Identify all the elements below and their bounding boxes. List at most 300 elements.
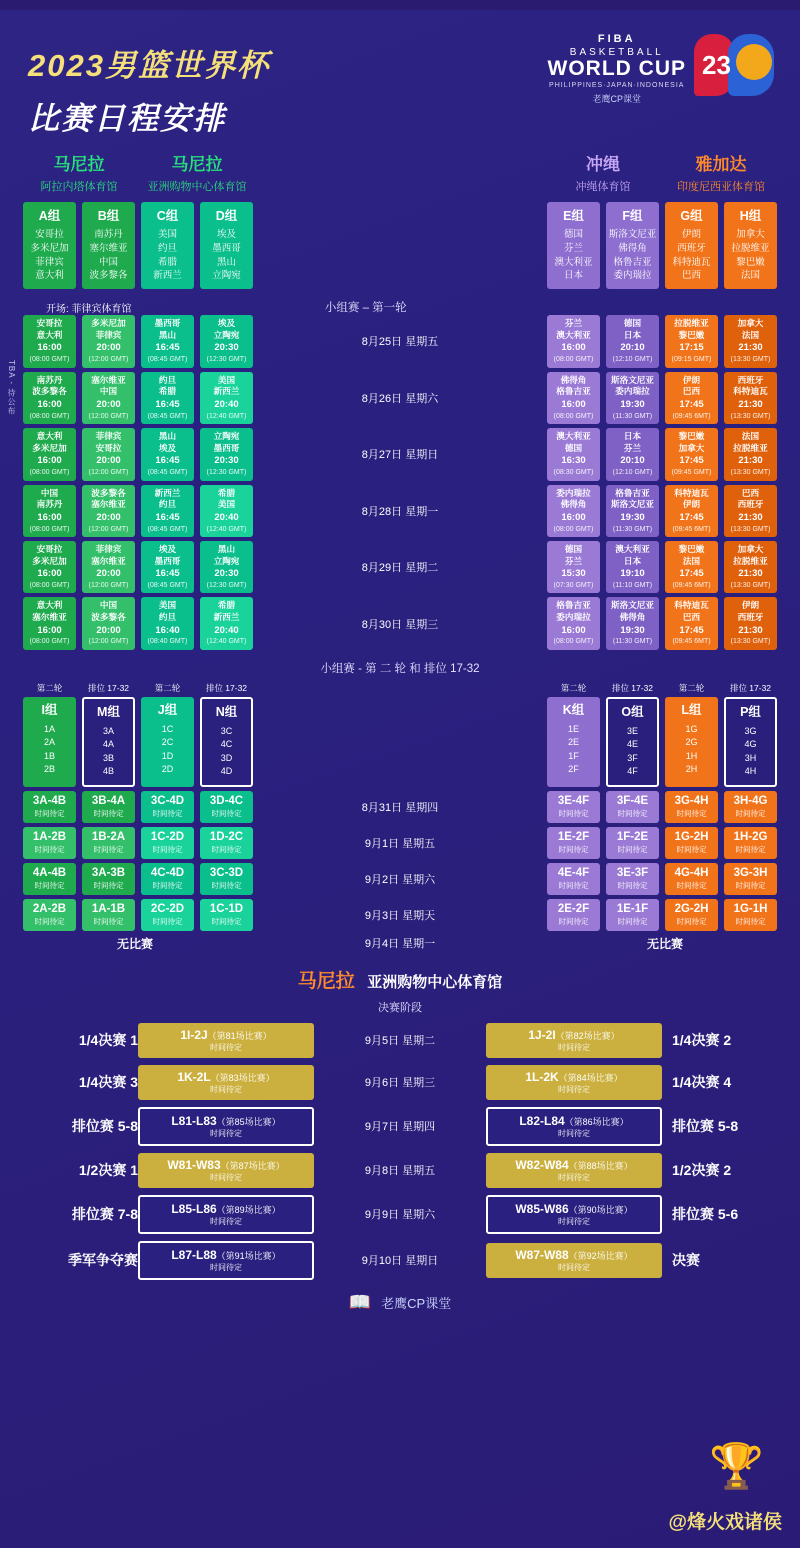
finals-row [0,1241,800,1280]
match-tbd: 时间待定 [93,808,124,818]
group-slot: 3B [102,752,114,763]
left-side [20,697,256,787]
match-cell[interactable] [23,315,76,367]
right-side [544,485,780,537]
round2-match-cell[interactable] [82,863,135,895]
finals-match-code: L81-L83 [171,1113,217,1128]
match-tbd: 时间待定 [558,844,589,854]
match-team: 巴西 [682,611,701,622]
match-gmt: (07:30 GMT) [553,581,594,589]
match-cell[interactable] [724,541,777,593]
match-cell[interactable] [547,541,600,593]
finals-match-code: L85-L86 [171,1201,217,1216]
match-team: 波多黎各 [91,611,126,622]
group-team: 科特迪瓦 [672,256,711,268]
match-cell[interactable] [82,428,135,480]
match-gmt: (08:45 GMT) [147,581,188,589]
match-cell[interactable] [200,428,253,480]
match-cell[interactable] [82,315,135,367]
match-cell[interactable] [665,541,718,593]
title-block [28,28,270,138]
match-gmt: (08:45 GMT) [147,525,188,533]
match-team: 新西兰 [213,386,240,397]
match-time: 20:30 [214,568,239,580]
match-cell[interactable] [724,315,777,367]
finals-match-note: （第88场比赛） [568,1160,633,1171]
match-team: 墨西哥 [154,555,181,566]
match-time: 16:00 [37,455,62,467]
match-team: 黎巴嫩 [678,543,705,554]
group-name: L组 [681,702,702,717]
match-gmt: (11:30 GMT) [612,525,653,533]
round2-col-header: 排位 17-32 [205,682,248,693]
logo-number: 23 [702,50,731,80]
group-team: 西班牙 [677,242,706,254]
finals-row [0,1107,800,1146]
round2-match-cell[interactable] [82,899,135,931]
match-team: 黎巴嫩 [678,329,705,340]
match-tbd: 时间待定 [34,844,65,854]
round2-match-cell[interactable] [724,863,777,895]
group-box-F组 [606,202,659,289]
match-cell[interactable] [141,428,194,480]
match-cell[interactable] [724,428,777,480]
match-code: 1C-2D [150,830,185,843]
match-gmt: (13:30 GMT) [730,412,771,420]
match-date: 8月28日 星期一 [361,505,439,518]
match-cell[interactable] [665,372,718,424]
round2-match-cell[interactable] [665,827,718,859]
round2-match-cell[interactable] [606,899,659,931]
match-time: 16:00 [37,511,62,523]
match-time: 19:10 [620,568,645,580]
match-row [20,372,780,424]
round2-match-cell[interactable] [665,899,718,931]
group-boxes-row [0,194,800,289]
round2-match-cell[interactable] [23,899,76,931]
match-cell[interactable] [606,597,659,649]
match-code: 1H-2G [733,830,768,843]
round1-rows [0,315,800,650]
match-tbd: 时间待定 [735,844,766,854]
match-time: 17:45 [679,568,704,580]
finals-match-tbd: 时间待定 [210,1262,242,1272]
right-side [544,428,780,480]
match-code: 3A-4B [32,794,67,807]
match-code: 3C-4D [150,794,185,807]
finals-match-box[interactable] [138,1153,314,1188]
match-time: 16:00 [37,398,62,410]
match-time: 20:00 [96,455,121,467]
match-team: 埃及 [217,318,236,329]
match-date: 8月31日 星期四 [361,801,439,814]
finals-match-tbd: 时间待定 [210,1216,242,1226]
match-code: 4C-4D [150,866,185,879]
round2-match-cell[interactable] [200,899,253,931]
match-team: 法国 [682,555,701,566]
match-team: 格鲁吉亚 [556,600,591,611]
round2-match-cell[interactable] [547,899,600,931]
round2-match-cell[interactable] [665,863,718,895]
round2-group-box-I组 [23,697,76,787]
match-tbd: 时间待定 [617,844,648,854]
match-cell[interactable] [82,541,135,593]
match-time: 15:30 [561,568,586,580]
round2-group-row [20,697,780,787]
group-team: 格鲁吉亚 [613,256,652,268]
left-side [20,791,256,823]
match-time: 20:00 [96,398,121,410]
match-code: 3C-3D [209,866,244,879]
match-gmt: (12:00 GMT) [88,469,129,477]
match-time: 21:30 [738,568,763,580]
group-team: 美国 [157,229,177,241]
match-team: 芬兰 [564,555,583,566]
match-cell[interactable] [200,315,253,367]
match-time: 21:30 [738,455,763,467]
match-cell[interactable] [200,372,253,424]
finals-date: 9月7日 星期四 [364,1121,436,1134]
match-code: 1B-2A [91,830,126,843]
match-cell[interactable] [141,315,194,367]
match-team: 安哥拉 [95,442,122,453]
match-team: 加拿大 [737,318,764,329]
match-time: 19:30 [620,398,645,410]
match-team: 西班牙 [737,611,764,622]
match-team: 新西兰 [154,487,181,498]
round2-group-box-N组 [200,697,253,787]
match-team: 多米尼加 [91,318,126,329]
round2-match-cell[interactable] [82,791,135,823]
match-time: 16:00 [37,342,62,354]
round2-match-cell[interactable] [665,791,718,823]
match-team: 意大利 [36,329,63,340]
match-team: 芬兰 [623,442,642,453]
match-time: 20:30 [214,342,239,354]
group-team: 新西兰 [153,270,182,282]
match-team: 塞尔维亚 [91,555,126,566]
match-team: 美国 [158,600,177,611]
match-code: 4G-4H [674,866,709,879]
page-title-line2: 比赛日程安排 [28,101,226,136]
finals-row [0,1195,800,1234]
match-cell[interactable] [23,597,76,649]
match-time: 20:40 [214,624,239,636]
match-tbd: 时间待定 [93,880,124,890]
match-cell[interactable] [606,485,659,537]
round2-match-cell[interactable] [724,827,777,859]
match-gmt: (13:30 GMT) [730,581,771,589]
match-code: 2A-2B [32,902,67,915]
match-time: 16:40 [155,624,180,636]
finals-left-label: 季军争夺赛 [68,1252,138,1269]
page-title-line1: 2023男篮世界杯 [28,48,270,83]
finals-match-tbd: 时间待定 [210,1042,242,1052]
cp-brand-label: 老鹰CP课堂 [592,94,641,105]
match-tbd: 时间待定 [211,916,242,926]
round2-column-headers [0,682,800,694]
venue-arena: 冲绳体育馆 [575,181,631,193]
match-tbd: 时间待定 [558,880,589,890]
match-time: 19:30 [620,511,645,523]
finals-match-box[interactable] [138,1241,314,1280]
match-cell[interactable] [606,315,659,367]
round2-match-cell[interactable] [606,863,659,895]
right-side [544,899,780,931]
match-time: 20:00 [96,568,121,580]
round2-match-cell[interactable] [141,863,194,895]
match-cell[interactable] [606,541,659,593]
match-gmt: (13:30 GMT) [730,469,771,477]
group-slot: 3C [220,725,233,736]
match-date: 9月2日 星期六 [364,873,436,886]
match-team: 约旦 [158,499,177,510]
match-gmt: (12:30 GMT) [206,356,247,364]
match-team: 斯洛文尼亚 [611,600,654,611]
finals-venue [0,966,800,993]
match-cell[interactable] [82,372,135,424]
round2-col-header: 第二轮 [678,682,705,693]
finals-rows [0,1023,800,1280]
match-time: 16:00 [561,342,586,354]
match-cell[interactable] [665,485,718,537]
match-tbd: 时间待定 [152,808,183,818]
match-tbd: 时间待定 [93,916,124,926]
round2-match-cell[interactable] [23,863,76,895]
match-code: 3A-3B [91,866,126,879]
match-gmt: (12:40 GMT) [206,525,247,533]
match-team: 拉脱维亚 [733,442,768,453]
group-slot: 2A [43,737,55,748]
match-cell[interactable] [82,597,135,649]
round2-group-box-L组 [665,697,718,787]
match-gmt: (12:10 GMT) [612,469,653,477]
match-date: 8月30日 星期三 [361,618,439,631]
group-slot: 3F [627,752,638,763]
finals-match-box[interactable] [486,1065,662,1100]
round2-match-cell[interactable] [547,791,600,823]
match-cell[interactable] [665,315,718,367]
opening-label: 开场: 菲律宾体育馆 [46,303,132,315]
match-code: 3H-4G [733,794,768,807]
finals-match-box[interactable] [486,1023,662,1058]
match-team: 意大利 [36,600,63,611]
match-gmt: (11:30 GMT) [612,638,653,646]
round2-match-cell[interactable] [200,791,253,823]
match-time: 20:00 [96,342,121,354]
finals-match-tbd: 时间待定 [558,1084,590,1094]
match-team: 科特迪瓦 [733,386,768,397]
match-gmt: (09:15 GMT) [671,356,712,364]
match-code: 3D-4C [209,794,244,807]
group-team: 芬兰 [563,242,583,254]
finals-match-note: （第82场比赛） [555,1030,620,1041]
match-cell[interactable] [724,597,777,649]
venue-city: 马尼拉 [53,155,105,174]
match-cell[interactable] [200,597,253,649]
match-cell[interactable] [141,485,194,537]
venue-city: 雅加达 [695,155,747,174]
match-cell[interactable] [23,372,76,424]
round2-match-cell[interactable] [200,827,253,859]
match-time: 17:15 [679,342,704,354]
round2-match-row [20,791,780,823]
match-cell[interactable] [23,428,76,480]
match-team: 黑山 [217,543,236,554]
group-name: J组 [157,702,178,717]
match-tbd: 时间待定 [211,844,242,854]
match-code: 1C-1D [209,902,244,915]
match-cell[interactable] [724,485,777,537]
finals-match-box[interactable] [138,1107,314,1146]
venue-city: 冲绳 [586,155,620,174]
match-tbd: 时间待定 [152,880,183,890]
match-gmt: (08:00 GMT) [553,525,594,533]
match-time: 20:10 [620,455,645,467]
left-side [20,863,256,895]
group-slot: 1D [161,750,174,761]
group-slot: 2F [568,764,579,775]
finals-match-box[interactable] [486,1195,662,1234]
match-cell[interactable] [200,485,253,537]
finals-left-label: 排位赛 5-8 [71,1118,138,1135]
finals-match-box[interactable] [138,1195,314,1234]
round2-match-cell[interactable] [547,827,600,859]
round2-group-box-J组 [141,697,194,787]
round2-match-cell[interactable] [724,899,777,931]
match-gmt: (13:30 GMT) [730,356,771,364]
match-cell[interactable] [606,372,659,424]
match-time: 21:30 [738,342,763,354]
finals-match-box[interactable] [486,1243,662,1278]
group-team: 中国 [98,256,118,268]
round2-match-cell[interactable] [141,827,194,859]
match-cell[interactable] [606,428,659,480]
finals-match-note: （第91场比赛） [216,1250,281,1261]
match-tbd: 时间待定 [676,844,707,854]
group-slot: 4H [744,766,757,777]
match-code: 1A-1B [91,902,126,915]
match-cell[interactable] [547,315,600,367]
match-cell[interactable] [547,372,600,424]
finals-match-tbd: 时间待定 [210,1084,242,1094]
match-cell[interactable] [141,541,194,593]
match-code: 4E-4F [557,866,590,879]
finals-match-box[interactable] [138,1065,314,1100]
group-slot: 1C [161,723,174,734]
match-time: 16:45 [155,455,180,467]
match-cell[interactable] [200,541,253,593]
group-team: 巴西 [681,270,701,282]
match-team: 德国 [564,442,583,453]
match-cell[interactable] [141,372,194,424]
group-name: I组 [41,702,58,717]
match-team: 塞尔维亚 [91,499,126,510]
round2-match-cell[interactable] [200,863,253,895]
match-cell[interactable] [547,428,600,480]
round2-match-cell[interactable] [606,827,659,859]
watermark: @烽火戏诸侯 [668,1512,782,1533]
venue-3 [662,150,780,194]
match-time: 16:45 [155,342,180,354]
match-team: 立陶宛 [213,431,240,442]
round2-group-box-O组 [606,697,659,787]
match-cell[interactable] [23,541,76,593]
group-slot: 1G [685,723,698,734]
group-slot: 4A [102,739,114,750]
match-gmt: (08:00 GMT) [553,412,594,420]
group-box-D组 [200,202,253,289]
match-team: 日本 [623,329,642,340]
match-cell[interactable] [665,597,718,649]
match-team: 黎巴嫩 [678,431,705,442]
finals-match-box[interactable] [486,1107,662,1146]
round1-label: 小组赛 – 第一轮 [324,302,407,315]
group-team: 斯洛文尼亚 [608,229,657,241]
finals-left-label: 1/4决赛 1 [78,1032,138,1049]
finals-match-note: （第90场比赛） [568,1204,633,1215]
match-cell[interactable] [82,485,135,537]
group-team: 安哥拉 [35,229,64,241]
match-cell[interactable] [724,372,777,424]
round2-match-cell[interactable] [141,791,194,823]
round2-match-cell[interactable] [606,791,659,823]
match-cell[interactable] [141,597,194,649]
finals-right-label: 1/4决赛 4 [672,1074,732,1091]
group-team: 澳大利亚 [554,256,593,268]
finals-right-label: 决赛 [672,1252,700,1269]
finals-left-label: 排位赛 7-8 [71,1206,138,1223]
round2-match-cell[interactable] [547,863,600,895]
match-team: 埃及 [158,442,177,453]
match-tbd: 时间待定 [558,916,589,926]
match-code: 3G-4H [674,794,709,807]
match-team: 安哥拉 [36,318,63,329]
round2-match-cell[interactable] [82,827,135,859]
match-row [20,315,780,367]
match-tbd: 时间待定 [93,844,124,854]
finals-city: 马尼拉 [297,970,355,992]
finals-match-box[interactable] [486,1153,662,1188]
group-team: 德国 [563,229,583,241]
round2-match-row [20,935,780,952]
match-cell[interactable] [547,597,600,649]
finals-right-label: 1/2决赛 2 [672,1162,732,1179]
match-time: 16:45 [155,398,180,410]
match-team: 巴西 [682,386,701,397]
match-code: 1E-1F [616,902,649,915]
finals-date: 9月5日 星期二 [364,1035,436,1048]
finals-date: 9月6日 星期三 [364,1077,436,1090]
match-cell[interactable] [547,485,600,537]
finals-right-label: 排位赛 5-8 [672,1118,739,1135]
round2-match-cell[interactable] [23,791,76,823]
fiba-wordmark: FIBA [597,33,636,45]
match-cell[interactable] [23,485,76,537]
round2-match-cell[interactable] [23,827,76,859]
match-cell[interactable] [665,428,718,480]
finals-match-box[interactable] [138,1023,314,1058]
match-team: 格鲁吉亚 [556,386,591,397]
round2-match-cell[interactable] [141,899,194,931]
match-team: 格鲁吉亚 [615,487,650,498]
match-team: 法国 [741,329,760,340]
match-row [20,541,780,593]
match-gmt: (08:00 GMT) [29,638,70,646]
group-team: 意大利 [35,270,64,282]
match-team: 意大利 [36,431,63,442]
round2-match-cell[interactable] [724,791,777,823]
